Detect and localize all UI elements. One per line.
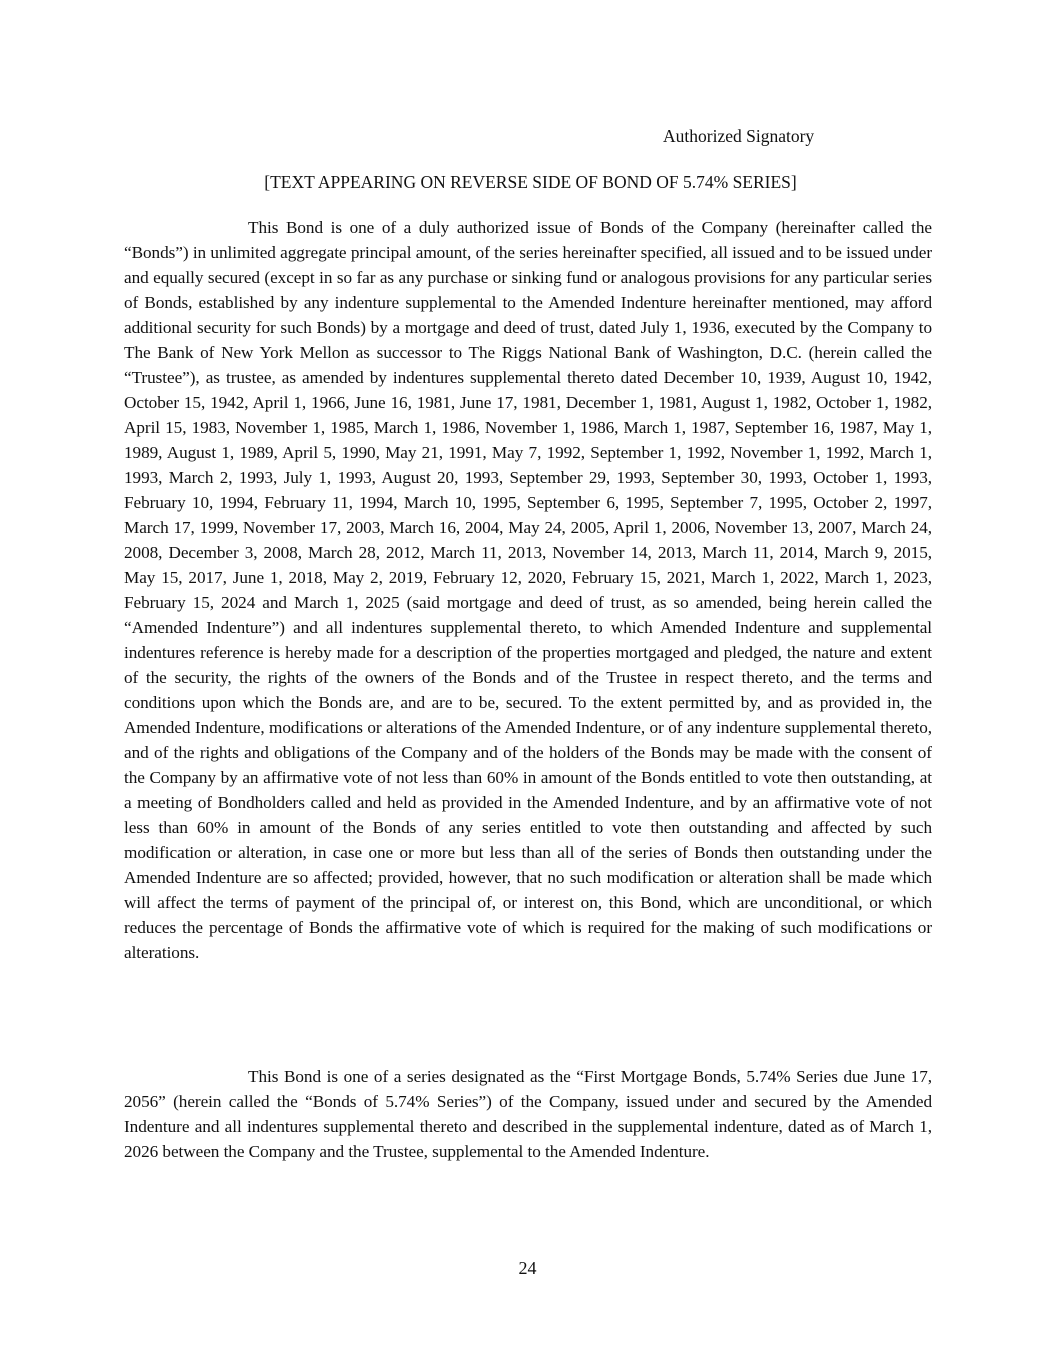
section-heading: [TEXT APPEARING ON REVERSE SIDE OF BOND OF 5.74% SERIES] xyxy=(264,172,797,192)
paragraph-bond-series: This Bond is one of a series designated as the “First Mortgage Bonds, 5.74% Series due June 17, 2056” (herein called the “Bonds of 5.74% Series”) of the Company, issued under and secured by the Amended Indenture and all indentures supplemental thereto and described in the supplemental indenture, dated as of March 1, 2026 between the Company and the Trustee, supplemental to the Amended Indenture. xyxy=(124,1067,932,1161)
page-number: 24 xyxy=(518,1258,537,1278)
authorized-signatory-label: Authorized Signatory xyxy=(663,126,815,146)
paragraph-bond-authorization: This Bond is one of a duly authorized issue of Bonds of the Company (hereinafter called the “Bonds”) in unlimited aggregate principal amount, of the series hereinafter specified, all issued and to be issued under and equally secured (except in so far as any purchase or sinking fund or analogous provisions for any particular series of Bonds, established by any indenture supplemental to the Amended Indenture hereinafter mentioned, may afford additional security for such Bonds) by a mortgage and deed of trust, dated July 1, 1936, executed by the Company to The Bank of New York Mellon as successor to The Riggs National Bank of Washington, D.C. (herein called the “Trustee”), as trustee, as amended by indentures supplemental thereto dated December 10, 1939, August 10, 1942, October 15, 1942, April 1, 1966, June 16, 1981, June 17, 1981, December 1, 1981, August 1, 1982, October 1, 1982, April 15, 1983, November 1, 1985, March 1, 1986, November 1, 1986, March 1, 1987, September 16, 1987, May 1, 1989, August 1, 1989, April 5, 1990, May 21, 1991, May 7, 1992, September 1, 1992, November 1, 1992, March 1, 1993, March 2, 1993, July 1, 1993, August 20, 1993, September 29, 1993, September 30, 1993, October 1, 1993, February 10, 1994, February 11, 1994, March 10, 1995, September 6, 1995, September 7, 1995, October 2, 1997, March 17, 1999, November 17, 2003, March 16, 2004, May 24, 2005, April 1, 2006, November 13, 2007, March 24, 2008, December 3, 2008, March 28, 2012, March 11, 2013, November 14, 2013, March 11, 2014, March 9, 2015, May 15, 2017, June 1, 2018, May 2, 2019, February 12, 2020, February 15, 2021, March 1, 2022, March 1, 2023, February 15, 2024 and March 1, 2025 (said mortgage and deed of trust, as so amended, being herein called the “Amended Indenture”) and all indentures supplemental thereto, to which Amended Indenture and supplemental indentures reference is hereby made for a description of the properties mortgaged and pledged, the nature and extent of the security, the rights of the owners of the Bonds and of the Trustee in respect thereto, and the terms and conditions upon which the Bonds are, and are to be, secured. To the extent permitted by, and as provided in, the Amended Indenture, modifications or alterations of the Amended Indenture, or of any indenture supplemental thereto, and of the rights and obligations of the Company and of the holders of the Bonds may be made with the consent of the Company by an affirmative vote of not less than 60% in amount of the Bonds entitled to vote then outstanding, at a meeting of Bondholders called and held as provided in the Amended Indenture, and by an affirmative vote of not less than 60% in amount of the Bonds of any series entitled to vote then outstanding and affected by such modification or alteration, in case one or more but less than all of the series of Bonds then outstanding under the Amended Indenture are so affected; provided, however, that no such modification or alteration shall be made which will affect the terms of payment of the principal of, or interest on, this Bond, which are unconditional, or which reduces the percentage of Bonds the affirmative vote of which is required for the making of such modifications or alterations. xyxy=(124,218,932,962)
